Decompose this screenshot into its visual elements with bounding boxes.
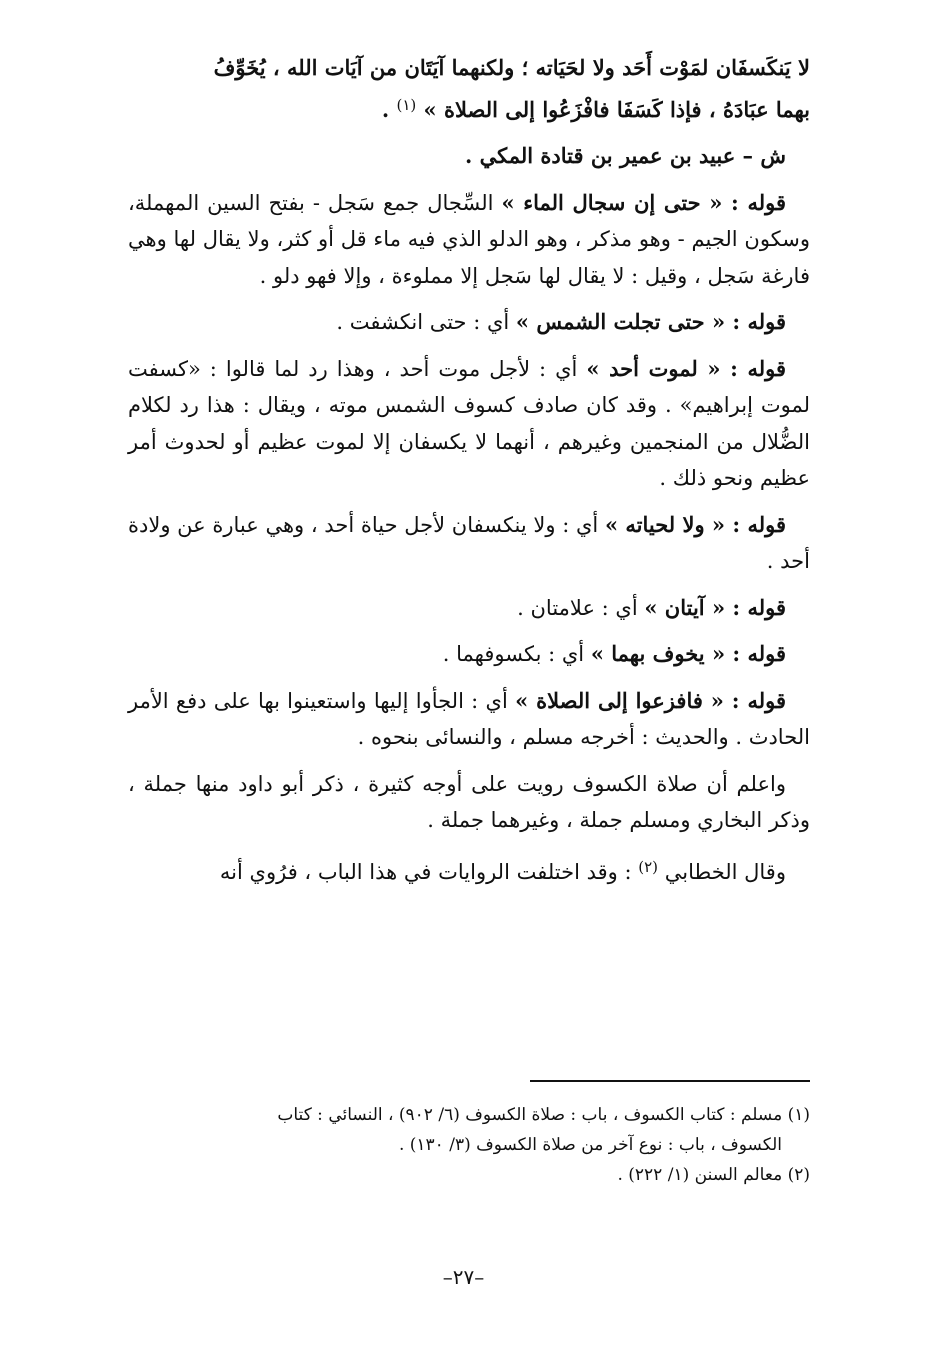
sharh-intro-text: ش – عبيد بن عمير بن قتادة المكي . — [464, 143, 786, 168]
commentary-explanation: أي : لأجل موت أحد ، وهذا رد لما قالوا : «كسفت لموت إبراهيم» . وقد كان صادف كسوف الشمس موته ، ويقال : هذا رد لكلام الضُّلال من المنجمين وغيرهم ، أنهما لا يكسفان إلا لموت عظيم أو لحدوث أمر عظيم ونحو ذلك . — [128, 356, 810, 490]
hadith-line-1: لا يَنكَسفَان لمَوْت أَحَد ولا لحَيَاته ؛ ولكنهما آيَتَان من آيَات الله ، يُخَوِّفُ — [213, 55, 810, 80]
commentary-paragraph — [128, 636, 810, 673]
commentary-paragraph — [128, 683, 810, 756]
commentary-lemma: قوله : « يخوف بهما » — [590, 641, 786, 666]
sharh-intro — [128, 138, 810, 175]
commentary-paragraph — [128, 351, 810, 497]
commentary-explanation: أي : ولا ينكسفان لأجل حياة أحد ، وهي عبارة عن ولادة أحد . — [128, 512, 810, 573]
commentary-lemma: قوله : « آيتان » — [644, 594, 786, 620]
khattabi-quote-end: : وقد اختلفت الروايات في هذا الباب ، فرُوي أنه — [219, 859, 639, 884]
commentary-explanation: أي : حتى انكشفت . — [336, 310, 516, 334]
hadith-text — [128, 50, 810, 128]
hadith-end: . — [381, 96, 397, 122]
footnote-1-line-1: (١) مسلم : كتاب الكسوف ، باب : صلاة الكسوف (٦/ ٩٠٢) ، النسائي : كتاب — [277, 1105, 810, 1125]
commentary-lemma: قوله : « حتى إن سجال الماء » — [501, 189, 786, 215]
commentary-paragraph — [128, 304, 810, 341]
body-paragraph: واعلم أن صلاة الكسوف رويت على أوجه كثيرة ، ذكر أبو داود منها جملة ، وذكر البخاري ومسلم جملة ، وغيرهما جملة . — [128, 771, 810, 832]
body-paragraph-continued — [128, 849, 810, 891]
commentary-paragraph — [128, 185, 810, 295]
commentary-lemma: قوله : « لموت أحد » — [586, 355, 786, 381]
footnote-2: (٢) معالم السنن (١/ ٢٢٢) . — [617, 1165, 810, 1185]
hadith-line-2: بهما عبَادَهُ ، فإذا كَسَفَا فافْزَعُوا إلى الصلاة » — [423, 96, 810, 122]
commentary-explanation: أي : علامتان . — [517, 595, 645, 620]
page-number: –٢٧– — [442, 1265, 485, 1289]
commentary-explanation: السِّجال جمع سَجل - بفتح السين المهملة، وسكون الجيم - وهو مذكر ، وهو الدلو الذي فيه ماء قل أو كثر، ولا يقال لها وهي فارغة سَجل ، وقيل : لا يقال لها سَجل إلا مملوءة ، وإلا فهو دلو . — [128, 190, 810, 288]
footnote-divider — [530, 1080, 810, 1082]
commentary-paragraph — [128, 507, 810, 580]
khattabi-quote-start: وقال الخطابي — [664, 859, 786, 884]
commentary-explanation: أي : بكسوفهما . — [442, 642, 591, 666]
footnote-marker-1: (١) — [396, 95, 417, 114]
main-text — [128, 50, 810, 900]
footnotes — [128, 1100, 810, 1190]
commentary-lemma: قوله : « فافزعوا إلى الصلاة » — [515, 687, 786, 713]
commentary-explanation: أي : الجأوا إليها واستعينوا بها على دفع الأمر الحادث . والحديث : أخرجه مسلم ، والنسائى بنحوه . — [128, 688, 810, 749]
footnote-1-line-2: الكسوف ، باب : نوع آخر من صلاة الكسوف (٣/ ١٣٠) . — [398, 1135, 782, 1155]
commentary-paragraph — [128, 590, 810, 627]
footnote-marker-2: (٢) — [638, 857, 659, 876]
commentary-lemma: قوله : « ولا لحياته » — [604, 511, 786, 537]
commentary-lemma: قوله : « حتى تجلت الشمس » — [515, 309, 786, 334]
